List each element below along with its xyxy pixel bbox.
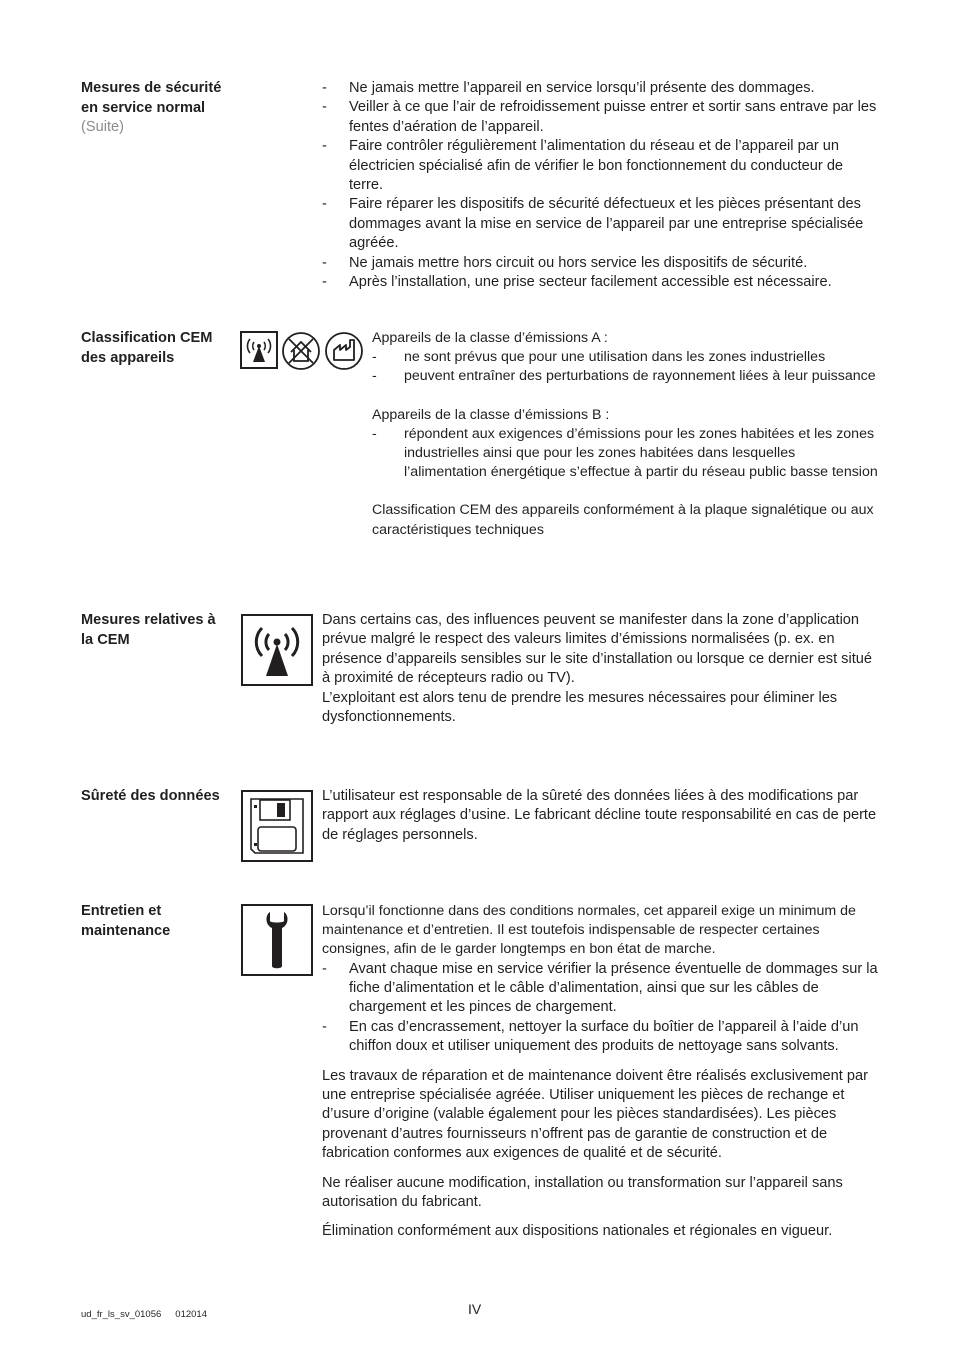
heading-text: Mesures de sécurité en service normal [81,80,222,116]
emc-measures-body [322,611,878,727]
doc-code: ud_fr_ls_sv_01056 [81,1309,162,1320]
section-heading-emc-classification [81,329,231,368]
heading-note: (Suite) [81,119,124,135]
heading-text: Mesures relatives à la CEM [81,612,216,648]
wrench-icon [241,904,313,976]
list-item: - Ne jamais mettre l’appareil en service lorsqu’il présente des dommages. [322,79,878,98]
class-a-list [372,348,878,386]
class-b-intro: Appareils de la classe d’émissions B : [372,406,610,423]
list-item: - répondent aux exigences d’émissions pour les zones habitées et les zones industrielles ainsi que pour les zones habitées dans lesquelles l’alimentation énergétique s’effectue à partir du réseau public basse tension [372,425,878,483]
normal-service-list [322,79,878,292]
list-item: - Ne jamais mettre hors circuit ou hors service les dispositifs de sécurité. [322,254,878,273]
list-item: - Veiller à ce que l’air de refroidissement puisse entrer et sortir sans entrave par les fentes d’aération de l’appareil. [322,98,878,137]
list-item: - ne sont prévus que pour une utilisation dans les zones industrielles [372,348,878,367]
heading-text: Sûreté des données [81,788,220,804]
maintenance-intro: Lorsqu’il fonctionne dans des conditions normales, cet appareil exige un minimum de maintenance et d’entretien. Il est toutefois indispensable de respecter certaines consignes, afin de le garder longtemps en bon état de marche. [322,903,856,958]
section-heading-emc-measures [81,611,231,650]
class-b-list [372,425,878,483]
emc-measures-para1: Dans certains cas, des influences peuvent se manifester dans la zone d’application prévue malgré le respect des valeurs limites d’émissions normalisées (p. ex. en présence d’appareils sensibles sur le site d’installation ou lorsque ce dernier est situé à proximité de récepteurs radio ou TV). [322,612,873,687]
list-item: - Après l’installation, une prise secteur facilement accessible est nécessaire. [322,273,878,292]
safety-list [322,79,878,292]
list-item: - Avant chaque mise en service vérifier la présence éventuelle de dommages sur la fiche d’alimentation et le câble d’alimentation, ainsi que sur les câbles de chargement et les pinces de chargement. [322,960,878,1018]
factory-icon [324,331,364,371]
page-number: IV [468,1301,482,1317]
classification-note: Classification CEM des appareils conformément à la plaque signalétique ou aux caractéristiques techniques [372,502,874,538]
section-heading-maintenance [81,902,231,941]
maintenance-para2: Ne réaliser aucune modification, installation ou transformation sur l’appareil sans autorisation du fabricant. [322,1174,843,1211]
section-heading-data-safety [81,787,231,807]
emc-radiation-icon [240,331,278,369]
footer-doc-code [81,1309,207,1320]
emc-radiation-icon [241,614,313,686]
data-safety-text: L’utilisateur est responsable de la sûreté des données liées à des modifications par rapport aux réglages d’usine. Le fabricant décline toute responsabilité en cas de perte de réglages personnels. [322,788,877,843]
class-a-intro: Appareils de la classe d’émissions A : [372,330,608,346]
heading-text: Classification CEM des appareils [81,330,213,366]
heading-text: Entretien et maintenance [81,903,171,939]
section-heading-normal-service [81,79,231,138]
emc-measures-para2: L’exploitant est alors tenu de prendre les mesures nécessaires pour éliminer les dysfonctionnements. [322,689,838,726]
maintenance-para3: Élimination conformément aux dispositions nationales et régionales en vigueur. [322,1223,833,1240]
list-item: - peuvent entraîner des perturbations de rayonnement liées à leur puissance [372,367,878,386]
date-code: 012014 [175,1309,207,1320]
crossed-house-icon [281,331,321,371]
floppy-disk-icon [241,790,313,862]
list-item: - En cas d’encrassement, nettoyer la surface du boîtier de l’appareil à l’aide d’un chiffon doux et utiliser uniquement des produits de nettoyage sans solvants. [322,1018,878,1057]
emc-classification-body [372,329,878,540]
list-item: - Faire réparer les dispositifs de sécurité défectueux et les pièces présentant des dommages avant la mise en service de l’appareil par une entreprise spécialisée agréée. [322,195,878,253]
data-safety-body [322,787,878,845]
maintenance-body [322,902,878,1242]
maintenance-list [322,960,878,1057]
maintenance-para1: Les travaux de réparation et de maintenance doivent être réalisés exclusivement par une entreprise spécialisée agréée. Utiliser uniquement les pièces de rechange et d’usure d’origine (valable également pour les pièces standardisées). Les pièces provenant d’autres fournisseurs n’offrent pas de garantie de construction et de fabrication conformes aux exigences de qualité et de sécurité. [322,1067,868,1162]
list-item: - Faire contrôler régulièrement l’alimentation du réseau et de l’appareil par un électricien spécialisé afin de vérifier le bon fonctionnement du conducteur de terre. [322,137,878,195]
